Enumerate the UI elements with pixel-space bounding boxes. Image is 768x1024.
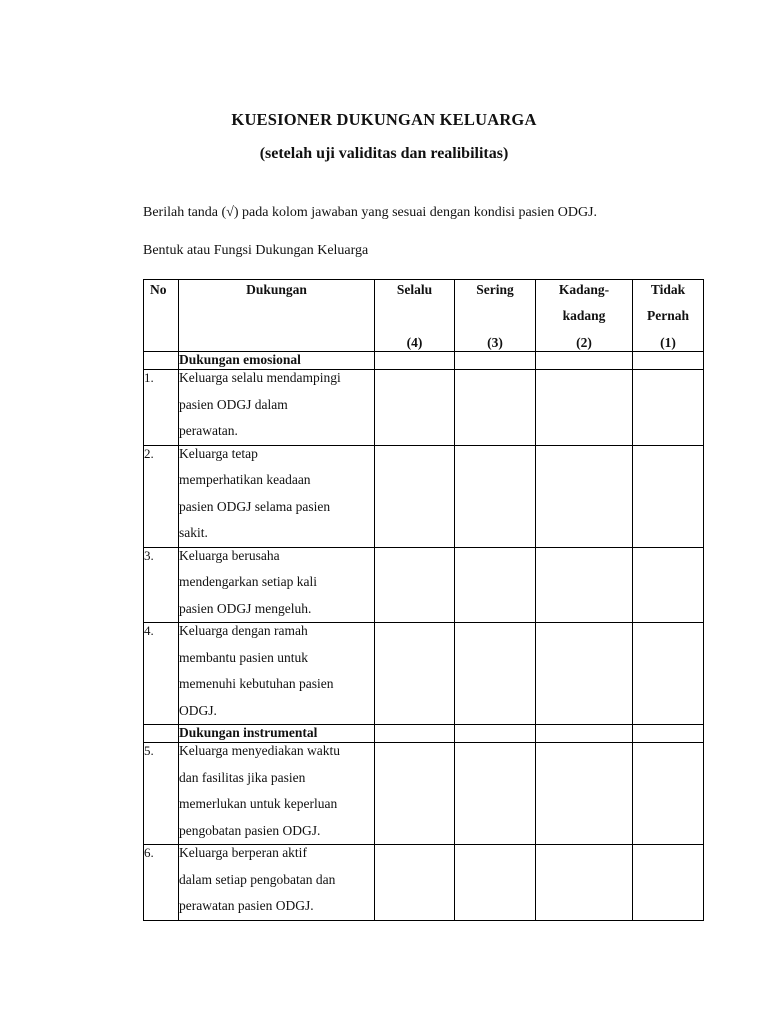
answer-cell-sering[interactable]	[455, 370, 536, 446]
row-number: 4.	[144, 623, 179, 725]
table-row	[144, 370, 704, 446]
answer-cell-tidak-pernah[interactable]	[633, 623, 704, 725]
row-statement: Keluarga menyediakan waktu dan fasilitas jika pasien memerlukan untuk keperluan pengobatan pasien ODGJ.	[179, 743, 375, 845]
answer-cell-kadang[interactable]	[536, 623, 633, 725]
table-row	[144, 845, 704, 921]
header-tidak-label-1: Tidak	[650, 282, 686, 297]
row-number: 6.	[144, 845, 179, 921]
header-tidak-label-2: Pernah	[647, 308, 689, 323]
answer-cell-sering[interactable]	[455, 743, 536, 845]
answer-cell-kadang[interactable]	[536, 743, 633, 845]
header-dukungan: Dukungan	[179, 280, 375, 352]
header-tidak-pernah	[633, 280, 704, 352]
answer-cell-tidak-pernah[interactable]	[633, 445, 704, 547]
row-number: 5.	[144, 743, 179, 845]
answer-cell-kadang[interactable]	[536, 547, 633, 623]
answer-cell-selalu[interactable]	[375, 370, 455, 446]
header-selalu-score: (4)	[406, 335, 423, 350]
answer-cell-tidak-pernah[interactable]	[633, 743, 704, 845]
answer-cell-selalu[interactable]	[375, 547, 455, 623]
row-number: 3.	[144, 547, 179, 623]
header-sering-score: (3)	[487, 335, 503, 350]
answer-cell-kadang[interactable]	[536, 845, 633, 921]
section-label-instrumental: Dukungan instrumental	[179, 725, 375, 743]
row-statement: Keluarga berusaha mendengarkan setiap kali pasien ODGJ mengeluh.	[179, 547, 375, 623]
row-statement: Keluarga berperan aktif dalam setiap pengobatan dan perawatan pasien ODGJ.	[179, 845, 375, 921]
answer-cell-tidak-pernah[interactable]	[633, 547, 704, 623]
answer-cell-sering[interactable]	[455, 623, 536, 725]
header-kadang-score: (2)	[576, 335, 592, 350]
header-kadang	[536, 280, 633, 352]
answer-cell-selalu[interactable]	[375, 845, 455, 921]
answer-cell-sering[interactable]	[455, 445, 536, 547]
header-sering	[455, 280, 536, 352]
answer-cell-kadang[interactable]	[536, 445, 633, 547]
table-row	[144, 743, 704, 845]
answer-cell-tidak-pernah[interactable]	[633, 370, 704, 446]
answer-cell-selalu[interactable]	[375, 445, 455, 547]
section-label: Bentuk atau Fungsi Dukungan Keluarga	[143, 243, 369, 258]
row-number: 2.	[144, 445, 179, 547]
document-subtitle: (setelah uji validitas dan realibilitas)	[259, 145, 509, 162]
row-statement: Keluarga dengan ramah membantu pasien untuk memenuhi kebutuhan pasien ODGJ.	[179, 623, 375, 725]
row-statement: Keluarga tetap memperhatikan keadaan pasien ODGJ selama pasien sakit.	[179, 445, 375, 547]
header-sering-label: Sering	[476, 282, 514, 297]
table-row	[144, 445, 704, 547]
header-kadang-label-1: Kadang-	[558, 282, 610, 297]
row-statement: Keluarga selalu mendampingi pasien ODGJ dalam perawatan.	[179, 370, 375, 446]
table-row	[144, 623, 704, 725]
answer-cell-selalu[interactable]	[375, 623, 455, 725]
header-no: No	[144, 280, 179, 352]
answer-cell-kadang[interactable]	[536, 370, 633, 446]
header-tidak-score: (1)	[660, 335, 676, 350]
table-header-row	[144, 280, 704, 352]
questionnaire-table	[143, 279, 704, 921]
answer-cell-sering[interactable]	[455, 845, 536, 921]
header-selalu	[375, 280, 455, 352]
table-row	[144, 547, 704, 623]
answer-cell-tidak-pernah[interactable]	[633, 845, 704, 921]
row-number: 1.	[144, 370, 179, 446]
section-label-emosional: Dukungan emosional	[179, 352, 375, 370]
instruction-text: Berilah tanda (√) pada kolom jawaban yang sesuai dengan kondisi pasien ODGJ.	[143, 205, 598, 220]
header-kadang-label-2: kadang	[562, 308, 606, 323]
header-selalu-label: Selalu	[396, 282, 433, 297]
answer-cell-selalu[interactable]	[375, 743, 455, 845]
answer-cell-sering[interactable]	[455, 547, 536, 623]
document-title: KUESIONER DUKUNGAN KELUARGA	[231, 110, 537, 129]
